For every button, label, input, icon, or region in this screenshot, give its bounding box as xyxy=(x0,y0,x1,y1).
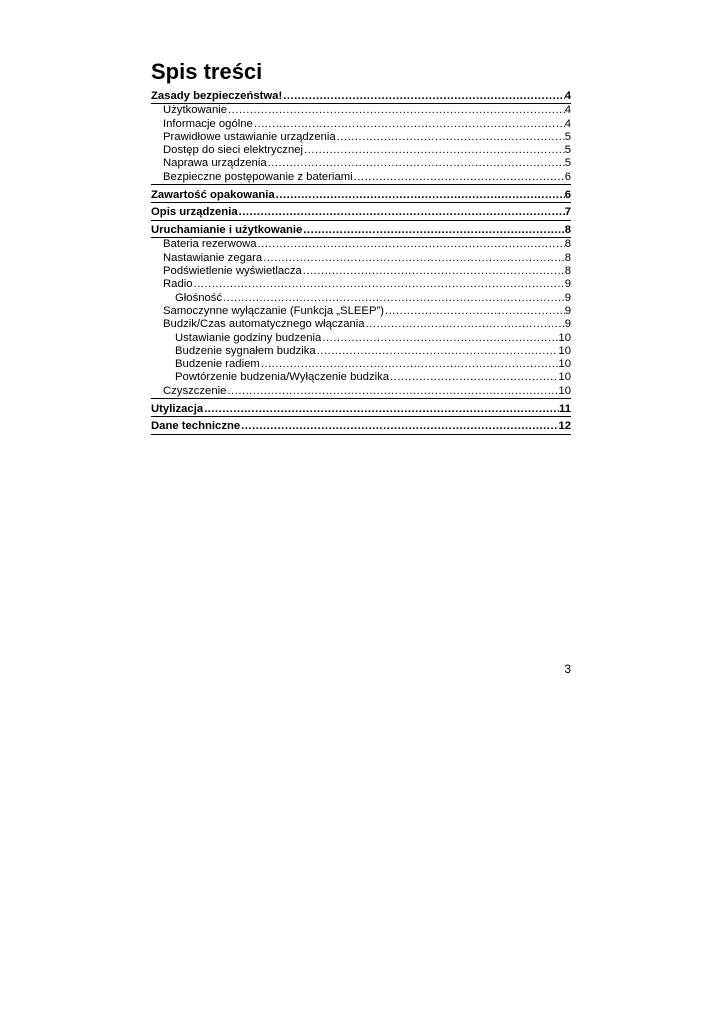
toc-entry[interactable] xyxy=(151,358,571,371)
toc-entry-title: Podświetlenie wyświetlacza xyxy=(163,265,302,278)
toc-entry[interactable] xyxy=(151,371,571,384)
toc-entry-page: 4 xyxy=(564,104,571,117)
toc-entry-page: 6 xyxy=(564,170,571,183)
toc-entry-page: 10 xyxy=(558,358,571,371)
toc-entry-title: Bezpieczne postępowanie z bateriami xyxy=(163,170,353,183)
toc-entry[interactable] xyxy=(151,385,571,399)
toc-entry[interactable] xyxy=(151,305,571,318)
toc-entry[interactable] xyxy=(151,157,571,170)
toc-entry-title: Budzenie radiem xyxy=(175,358,260,371)
toc-entry-page: 6 xyxy=(564,188,571,201)
toc-dot-leader xyxy=(238,206,565,219)
toc-entry-page: 8 xyxy=(564,251,571,264)
toc-dot-leader xyxy=(353,171,565,184)
toc-entry[interactable] xyxy=(151,318,571,331)
toc-entry-title: Radio xyxy=(163,278,193,291)
toc-entry[interactable] xyxy=(151,171,571,185)
toc-dot-leader xyxy=(365,318,565,331)
toc-entry-page: 10 xyxy=(558,331,571,344)
toc-entry-title: Utylizacja xyxy=(151,402,204,415)
toc-entry-page: 12 xyxy=(558,420,571,433)
toc-entry-title: Opis urządzenia xyxy=(151,206,238,219)
toc-entry-page: 10 xyxy=(558,344,571,357)
toc-entry-page: 11 xyxy=(559,402,571,415)
table-of-contents xyxy=(151,90,571,435)
toc-dot-leader xyxy=(226,385,558,398)
toc-entry-title: Użytkowanie xyxy=(163,104,228,117)
toc-entry-title: Dane techniczne xyxy=(151,420,241,433)
toc-dot-leader xyxy=(257,238,565,251)
toc-entry[interactable] xyxy=(151,332,571,345)
toc-entry-page: 9 xyxy=(564,291,571,304)
toc-entry-title: Nastawianie zegara xyxy=(163,251,263,264)
toc-dot-leader xyxy=(262,252,564,265)
toc-entry-title: Czyszczenie xyxy=(163,384,227,397)
toc-entry[interactable] xyxy=(151,189,571,203)
toc-entry-page: 10 xyxy=(558,371,571,384)
toc-entry-title: Prawidłowe ustawianie urządzenia xyxy=(163,130,336,143)
toc-entry-page: 4 xyxy=(564,117,571,130)
toc-entry[interactable] xyxy=(151,265,571,278)
page-title: Spis treści xyxy=(151,59,263,84)
toc-entry-title: Naprawa urządzenia xyxy=(163,157,267,170)
toc-entry[interactable] xyxy=(151,403,571,417)
toc-entry[interactable] xyxy=(151,131,571,144)
toc-entry[interactable] xyxy=(151,238,571,251)
toc-entry-title: Ustawianie godziny budzenia xyxy=(175,331,322,344)
toc-entry[interactable] xyxy=(151,118,571,131)
toc-dot-leader xyxy=(302,265,565,278)
toc-dot-leader xyxy=(240,420,558,433)
toc-entry[interactable] xyxy=(151,278,571,291)
toc-entry-title: Dostęp do sieci elektrycznej xyxy=(163,144,304,157)
toc-entry[interactable] xyxy=(151,420,571,434)
toc-entry-title: Zasady bezpieczeństwa! xyxy=(151,90,283,102)
toc-entry-page: 5 xyxy=(564,130,571,143)
toc-entry-page: 8 xyxy=(564,224,571,237)
toc-entry-page: 4 xyxy=(564,90,571,102)
toc-entry-page: 5 xyxy=(564,157,571,170)
toc-entry-page: 8 xyxy=(564,238,571,251)
toc-entry-page: 9 xyxy=(564,318,571,331)
toc-entry-page: 7 xyxy=(564,206,571,219)
toc-entry-page: 8 xyxy=(564,265,571,278)
toc-dot-leader xyxy=(203,403,559,416)
toc-dot-leader xyxy=(282,90,564,103)
toc-entry[interactable] xyxy=(151,252,571,265)
toc-entry-page: 9 xyxy=(564,278,571,291)
toc-dot-leader xyxy=(275,189,565,202)
toc-dot-leader xyxy=(193,278,565,291)
toc-entry-page: 5 xyxy=(564,144,571,157)
toc-dot-leader xyxy=(222,292,565,305)
toc-dot-leader xyxy=(253,118,565,131)
toc-entry-title: Powtórzenie budzenia/Wyłączenie budzika xyxy=(175,371,390,384)
toc-entry[interactable] xyxy=(151,104,571,117)
toc-dot-leader xyxy=(303,144,565,157)
toc-entry-title: Zawartość opakowania xyxy=(151,188,275,201)
toc-dot-leader xyxy=(389,371,558,384)
toc-entry[interactable] xyxy=(151,90,571,104)
toc-dot-leader xyxy=(260,358,559,371)
toc-entry-title: Samoczynne wyłączanie (Funkcja „SLEEP”) xyxy=(163,304,385,317)
toc-entry-page: 9 xyxy=(564,304,571,317)
page-number: 3 xyxy=(564,662,571,676)
toc-entry[interactable] xyxy=(151,292,571,305)
toc-entry-title: Bateria rezerwowa xyxy=(163,238,257,251)
toc-entry-title: Informacje ogólne xyxy=(163,117,253,130)
toc-entry-title: Budzik/Czas automatycznego włączania xyxy=(163,318,365,331)
toc-entry-title: Uruchamianie i użytkowanie xyxy=(151,224,303,237)
toc-entry[interactable] xyxy=(151,206,571,220)
toc-dot-leader xyxy=(321,332,558,345)
toc-entry[interactable] xyxy=(151,224,571,238)
toc-entry-page: 10 xyxy=(558,384,571,397)
toc-entry-title: Głośność xyxy=(175,291,223,304)
toc-dot-leader xyxy=(384,305,565,318)
toc-entry[interactable] xyxy=(151,345,571,358)
toc-dot-leader xyxy=(227,104,565,117)
toc-dot-leader xyxy=(336,131,565,144)
toc-dot-leader xyxy=(267,157,565,170)
toc-entry-title: Budzenie sygnałem budzika xyxy=(175,344,316,357)
toc-entry[interactable] xyxy=(151,144,571,157)
toc-dot-leader xyxy=(316,345,559,358)
toc-dot-leader xyxy=(302,224,564,237)
